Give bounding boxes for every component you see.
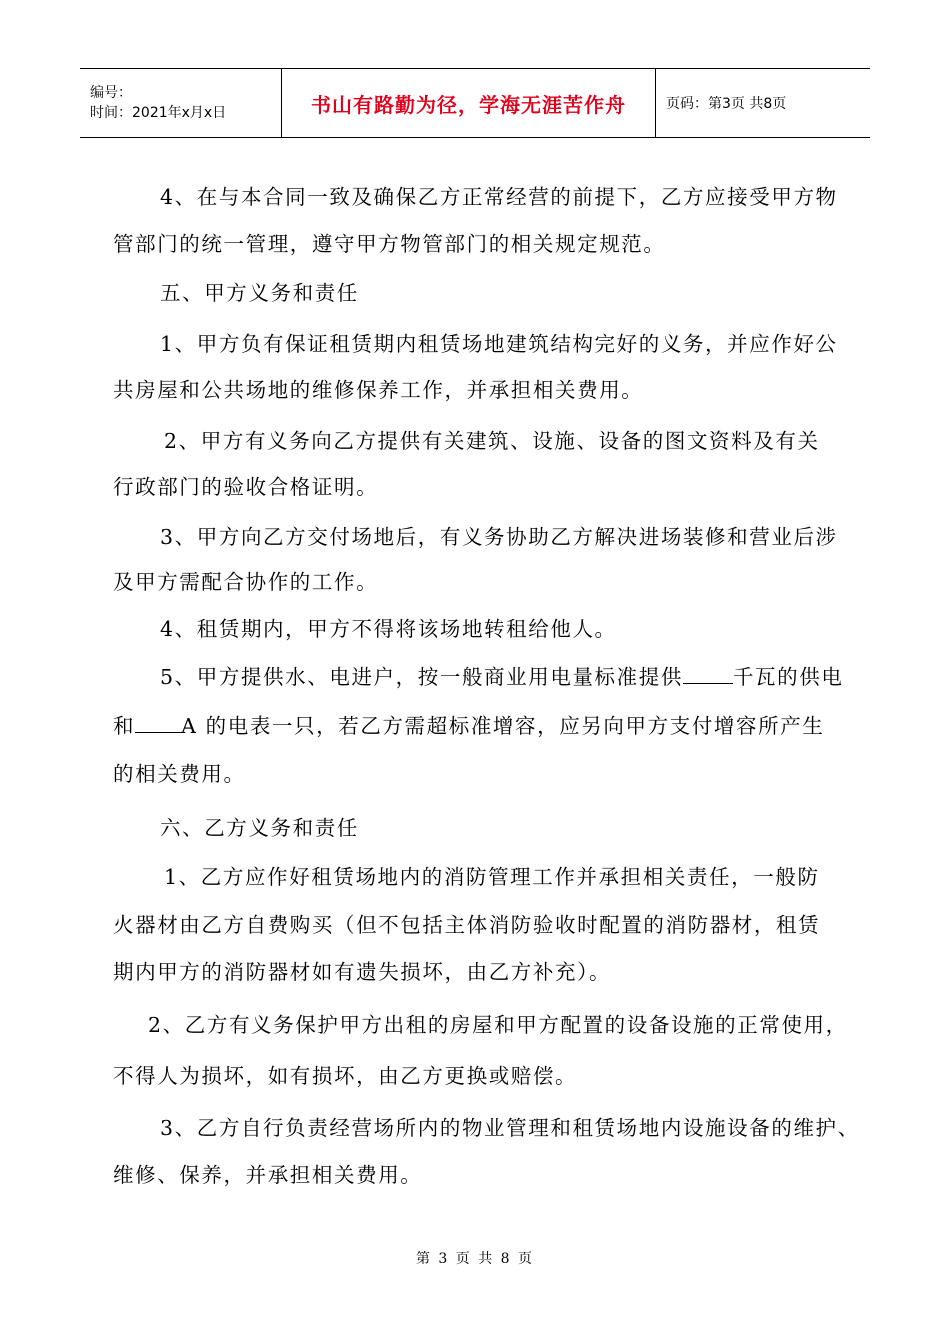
paragraph-line: 不得人为损坏，如有损坏，由乙方更换或赔偿。 [113, 1064, 578, 1088]
paragraph-line [160, 664, 843, 690]
paragraph-line: 共房屋和公共场地的维修保养工作，并承担相关费用。 [113, 378, 644, 402]
paragraph-line: 期内甲方的消防器材如有遗失损坏，由乙方补充）。 [113, 960, 612, 984]
paragraph-line: 管部门的统一管理，遵守甲方物管部门的相关规定规范。 [113, 232, 666, 256]
header-meta [80, 69, 282, 137]
fill-blank[interactable] [135, 714, 181, 733]
motto-text: 书山有路勤为径，学海无涯苦作舟 [311, 92, 626, 117]
paragraph-line: 2、乙方有义务保护甲方出租的房屋和甲方配置的设备设施的正常使用， [148, 1013, 848, 1037]
paragraph-line: 及甲方需配合协作的工作。 [113, 570, 379, 594]
fill-blank[interactable] [683, 665, 733, 684]
line-text: 和 [113, 714, 136, 738]
line-text: A 的电表一只，若乙方需超标准增容，应另向甲方支付增容所产生 [181, 714, 825, 738]
line-text: 5、甲方提供水、电进户，按一般商业用电量标准提供 [160, 665, 683, 689]
paragraph-line: 火器材由乙方自费购买（但不包括主体消防验收时配置的消防器材，租赁 [113, 913, 821, 937]
doc-number-label: 编号： [90, 85, 132, 101]
paragraph-line: 4、租赁期内，甲方不得将该场地转租给他人。 [160, 617, 617, 641]
page-header [80, 68, 870, 138]
doc-date: 时间：2021年x月x日 [90, 105, 227, 121]
line-text: 千瓦的供电 [732, 665, 844, 689]
paragraph-line: 3、乙方自行负责经营场所内的物业管理和租赁场地内设施设备的维护、 [160, 1116, 860, 1140]
paragraph-line: 的相关费用。 [113, 762, 246, 786]
paragraph-line: 维修、保养，并承担相关费用。 [113, 1163, 423, 1187]
paragraph-line: 2、甲方有义务向乙方提供有关建筑、设施、设备的图文资料及有关 [164, 429, 820, 453]
page-footer: 第 3 页 共 8 页 [415, 1251, 535, 1267]
header-motto [282, 69, 656, 137]
section-heading: 五、甲方义务和责任 [160, 281, 359, 305]
paragraph-line: 1、甲方负有保证租赁期内租赁场地建筑结构完好的义务，并应作好公 [160, 332, 838, 356]
paragraph-line: 1、乙方应作好租赁场地内的消防管理工作并承担相关责任，一般防 [164, 865, 820, 889]
paragraph-line: 行政部门的验收合格证明。 [113, 475, 379, 499]
header-page-info: 页码：第3页 共8页 [666, 96, 787, 112]
section-heading: 六、乙方义务和责任 [160, 816, 359, 840]
paragraph-line [113, 713, 824, 739]
paragraph-line: 3、甲方向乙方交付场地后，有义务协助乙方解决进场装修和营业后涉 [160, 525, 838, 549]
paragraph-line: 4、在与本合同一致及确保乙方正常经营的前提下，乙方应接受甲方物 [160, 185, 838, 209]
